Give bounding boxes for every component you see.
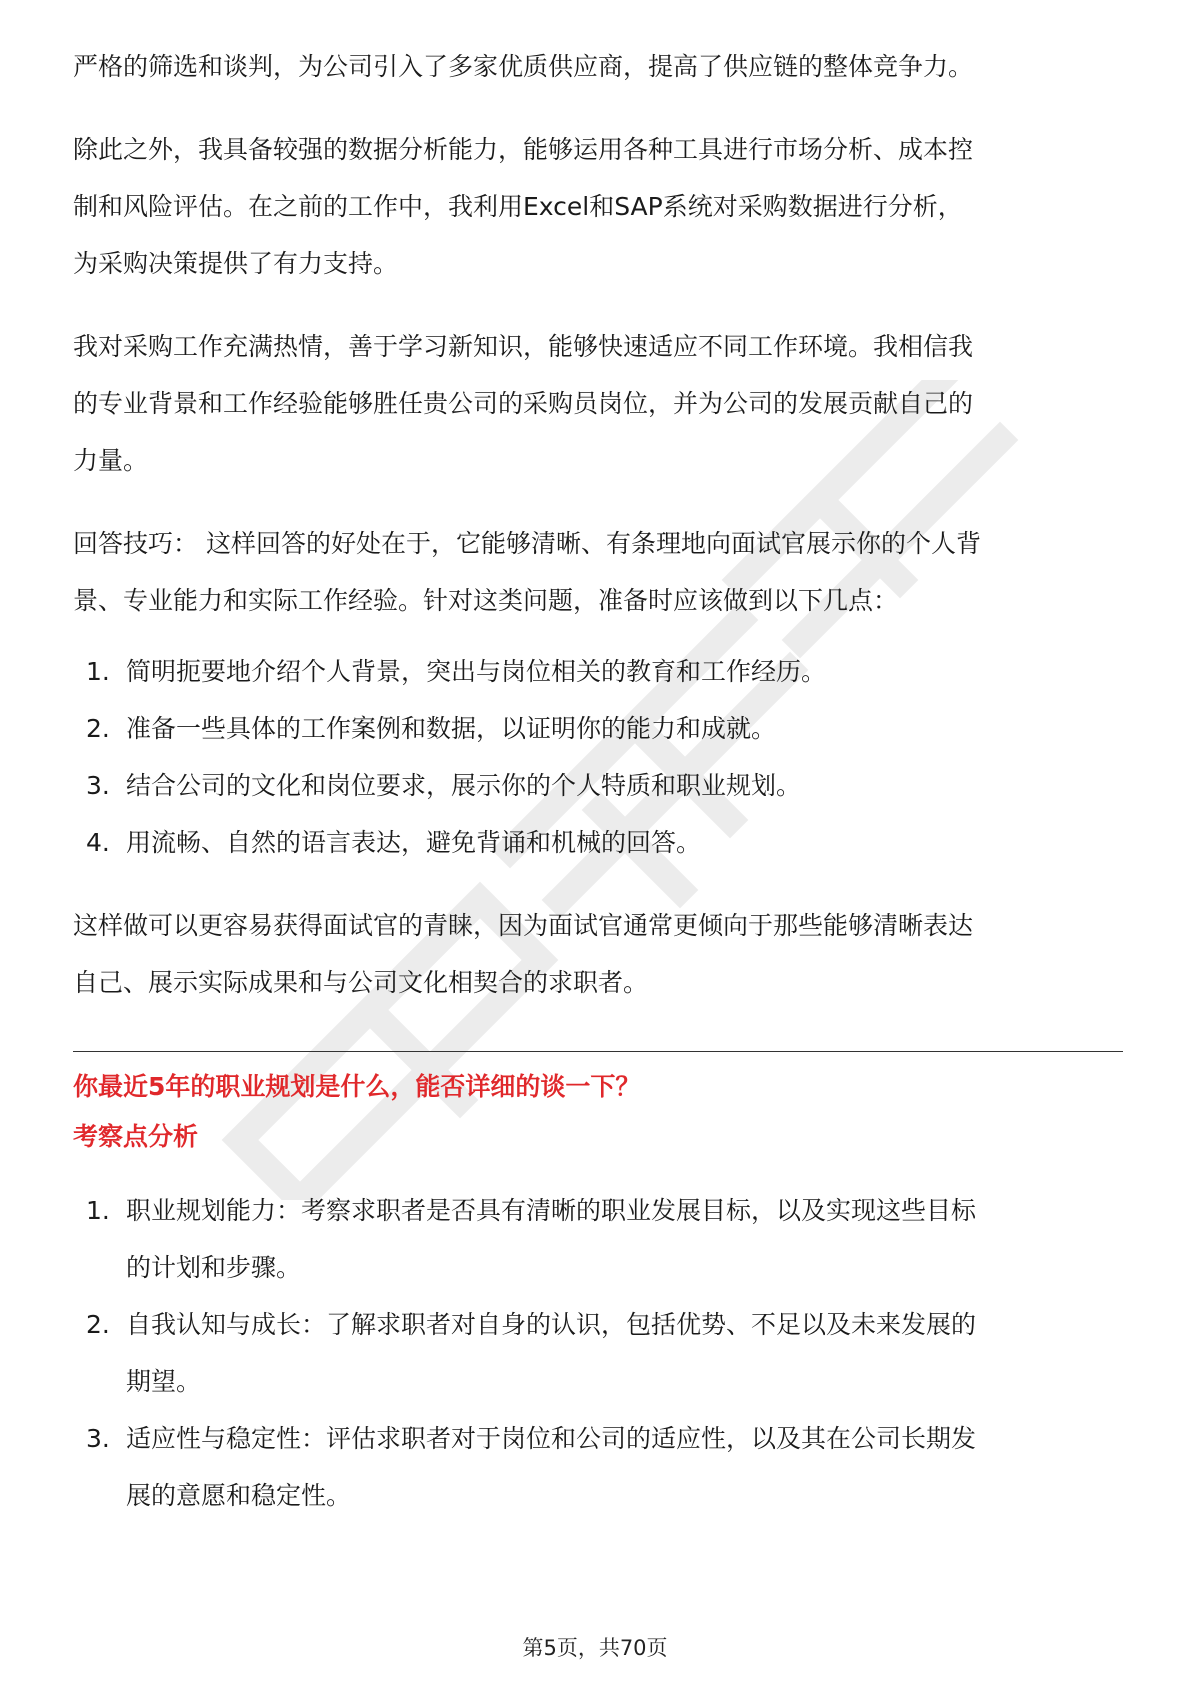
list-text: 准备一些具体的工作案例和数据，以证明你的能力和成就。	[126, 714, 777, 743]
list-text: 自我认知与成长：了解求职者对自身的认识，包括优势、不足以及未来发展的	[126, 1310, 977, 1339]
list-item	[73, 1182, 1123, 1296]
analysis-list	[73, 1182, 1123, 1524]
list-item	[73, 1296, 1123, 1410]
analysis-heading: 考察点分析	[73, 1122, 199, 1151]
list-number: 1.	[86, 1196, 110, 1225]
list-text: 适应性与稳定性：评估求职者对于岗位和公司的适应性，以及其在公司长期发	[126, 1424, 977, 1453]
text-line: 制和风险评估。在之前的工作中，我利用Excel和SAP系统对采购数据进行分析，	[73, 192, 963, 221]
list-text: 简明扼要地介绍个人背景，突出与岗位相关的教育和工作经历。	[126, 657, 827, 686]
text-line: 力量。	[73, 446, 149, 475]
intro-paragraph	[73, 38, 1123, 95]
text-line: 严格的筛选和谈判，为公司引入了多家优质供应商，提高了供应链的整体竞争力。	[73, 52, 974, 81]
tips-paragraph	[73, 515, 1123, 629]
text-line: 为采购决策提供了有力支持。	[73, 249, 399, 278]
list-text: 展的意愿和稳定性。	[126, 1481, 352, 1510]
page-number: 第5页，共70页	[522, 1636, 668, 1660]
list-number: 4.	[86, 828, 110, 857]
text-line: 回答技巧： 这样回答的好处在于，它能够清晰、有条理地向面试官展示你的个人背	[73, 529, 981, 558]
list-text: 用流畅、自然的语言表达，避免背诵和机械的回答。	[126, 828, 702, 857]
tips-list	[73, 643, 1123, 871]
text-line: 的专业背景和工作经验能够胜任贵公司的采购员岗位，并为公司的发展贡献自己的	[73, 389, 974, 418]
list-text: 的计划和步骤。	[126, 1253, 302, 1282]
list-number: 2.	[86, 714, 110, 743]
text-line: 自己、展示实际成果和与公司文化相契合的求职者。	[73, 968, 649, 997]
data-analysis-paragraph	[73, 121, 1123, 292]
text-line: 景、专业能力和实际工作经验。针对这类问题，准备时应该做到以下几点：	[73, 586, 899, 615]
text-line: 这样做可以更容易获得面试官的青睐，因为面试官通常更倾向于那些能够清晰表达	[73, 911, 974, 940]
question-title: 你最近5年的职业规划是什么，能否详细的谈一下？	[73, 1072, 641, 1101]
conclusion-paragraph	[73, 897, 1123, 1011]
list-number: 1.	[86, 657, 110, 686]
text-line: 除此之外，我具备较强的数据分析能力，能够运用各种工具进行市场分析、成本控	[73, 135, 974, 164]
list-text: 期望。	[126, 1367, 202, 1396]
list-number: 3.	[86, 1424, 110, 1453]
list-text: 职业规划能力：考察求职者是否具有清晰的职业发展目标，以及实现这些目标	[126, 1196, 977, 1225]
passion-paragraph	[73, 318, 1123, 489]
list-item	[73, 814, 1123, 871]
list-item	[73, 643, 1123, 700]
list-number: 3.	[86, 771, 110, 800]
list-item	[73, 757, 1123, 814]
list-item	[73, 1410, 1123, 1524]
list-item	[73, 700, 1123, 757]
document-body	[73, 38, 1123, 1524]
list-text: 结合公司的文化和岗位要求，展示你的个人特质和职业规划。	[126, 771, 802, 800]
list-number: 2.	[86, 1310, 110, 1339]
text-line: 我对采购工作充满热情，善于学习新知识，能够快速适应不同工作环境。我相信我	[73, 332, 974, 361]
